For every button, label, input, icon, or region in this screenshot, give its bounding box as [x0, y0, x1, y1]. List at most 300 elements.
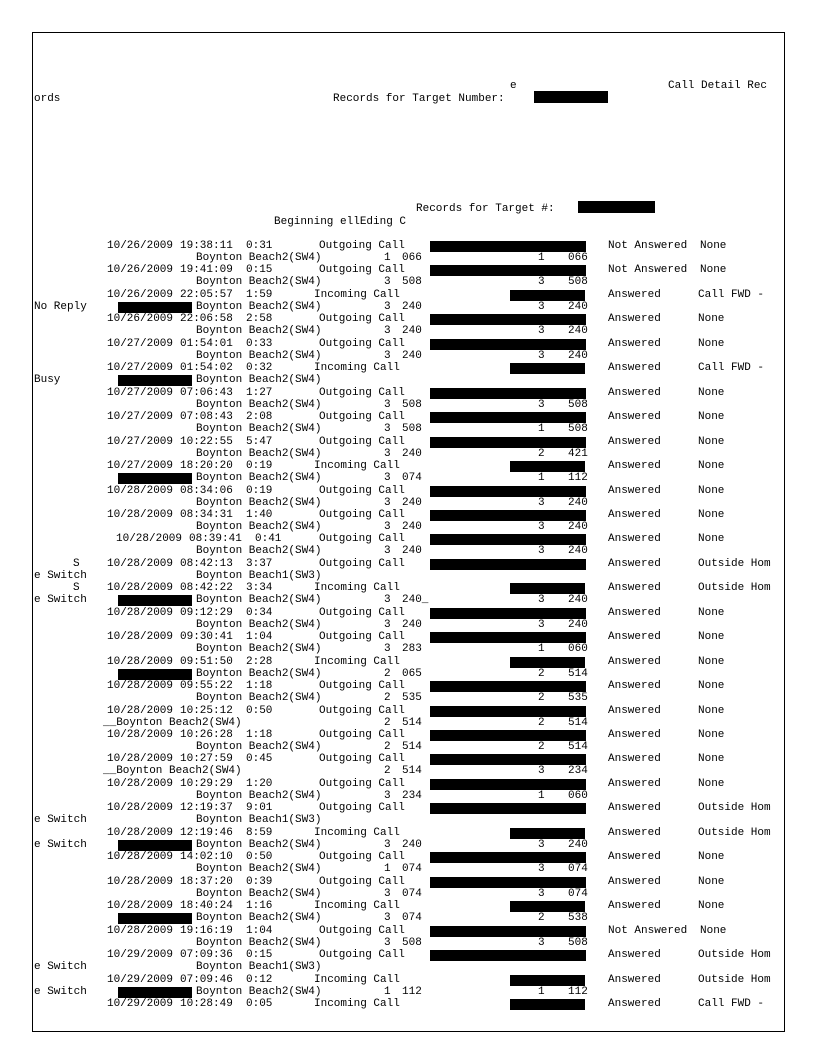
call-type: Outgoing Call [319, 753, 405, 765]
redaction-bar [118, 595, 192, 606]
call-type: Incoming Call [314, 974, 400, 986]
call-status: Answered [608, 436, 661, 448]
code-b: 240 [402, 350, 422, 362]
target-label: Records for Target #: [416, 203, 555, 215]
code-c: 1 [538, 472, 545, 484]
call-status: Answered [608, 485, 661, 497]
call-duration: 1:27 [246, 387, 273, 399]
table-row [0, 436, 816, 460]
code-d: 112 [568, 986, 588, 998]
code-a: 3 [384, 594, 391, 606]
call-time: 22:05:57 [180, 289, 233, 301]
forward-status: None [698, 705, 725, 717]
code-c: 3 [538, 594, 545, 606]
call-time: 18:20:20 [180, 460, 233, 472]
code-d: 112 [568, 472, 588, 484]
table-row [0, 876, 816, 900]
code-b: 074 [402, 912, 422, 924]
table-row [0, 362, 816, 386]
call-duration: 1:18 [246, 680, 273, 692]
call-duration: 2:28 [246, 656, 273, 668]
table-row [0, 289, 816, 313]
redaction-bar [430, 437, 586, 448]
switch-name: Boynton Beach2(SW4) [196, 521, 322, 533]
code-a: 3 [384, 301, 391, 313]
call-type: Incoming Call [314, 582, 400, 594]
code-c: 3 [538, 545, 545, 557]
call-duration: 0:50 [246, 705, 273, 717]
call-time: 10:28:49 [180, 998, 233, 1010]
switch-name: Boynton Beach2(SW4) [196, 301, 322, 313]
redaction-bar [510, 999, 585, 1010]
code-c: 3 [538, 888, 545, 900]
code-b: 535 [402, 692, 422, 704]
margin-note: e Switch [34, 814, 87, 826]
call-timestamp: 10/26/2009 [107, 240, 174, 252]
redaction-bar [430, 852, 586, 863]
code-a: 2 [384, 741, 391, 753]
call-duration: 2:58 [246, 313, 273, 325]
code-b: 240 [402, 545, 422, 557]
redaction-bar [430, 681, 586, 692]
code-c: 2 [538, 912, 545, 924]
call-type: Outgoing Call [319, 264, 405, 276]
switch-name: Boynton Beach2(SW4) [196, 643, 322, 655]
call-duration: 0:19 [246, 460, 273, 472]
code-a: 3 [384, 350, 391, 362]
switch-name: Boynton Beach2(SW4) [196, 937, 322, 949]
forward-status: None [698, 436, 725, 448]
table-row [0, 582, 816, 606]
switch-name: Boynton Beach2(SW4) [196, 325, 322, 337]
switch-name: Boynton Beach2(SW4) [196, 741, 322, 753]
redaction-bar [510, 657, 585, 668]
call-status: Answered [608, 851, 661, 863]
switch-name: Boynton Beach2(SW4) [196, 497, 322, 509]
call-status: Answered [608, 974, 661, 986]
call-timestamp: 10/28/2009 [107, 802, 174, 814]
call-duration: 0:32 [246, 362, 273, 374]
call-type: Incoming Call [314, 900, 400, 912]
code-d: 240 [568, 619, 588, 631]
switch-name: Boynton Beach1(SW3) [196, 814, 322, 826]
code-c: 3 [538, 301, 545, 313]
forward-status: None [698, 338, 725, 350]
code-c: 1 [538, 643, 545, 655]
code-c: 2 [538, 692, 545, 704]
forward-status: None [698, 778, 725, 790]
code-a: 2 [384, 692, 391, 704]
code-c: 3 [538, 863, 545, 875]
code-a: 3 [384, 399, 391, 411]
call-type: Outgoing Call [319, 338, 405, 350]
table-row [0, 411, 816, 435]
switch-name: __Boynton Beach2(SW4) [103, 717, 242, 729]
redaction-bar [430, 730, 586, 741]
forward-status: None [698, 729, 725, 741]
call-timestamp: 10/29/2009 [107, 998, 174, 1010]
forward-status: None [698, 607, 725, 619]
switch-name: Boynton Beach2(SW4) [196, 839, 322, 851]
forward-status: None [698, 387, 725, 399]
table-row [0, 680, 816, 704]
switch-name: Boynton Beach1(SW3) [196, 961, 322, 973]
call-time: 18:40:24 [180, 900, 233, 912]
code-c: 3 [538, 765, 545, 777]
redaction-bar [430, 388, 586, 399]
switch-name: Boynton Beach2(SW4) [196, 472, 322, 484]
page-title: Call Detail Rec [668, 80, 768, 92]
code-d: 508 [568, 423, 588, 435]
call-timestamp: 10/27/2009 [107, 460, 174, 472]
code-d: 066 [568, 252, 588, 264]
table-row [0, 705, 816, 729]
code-d: 240 [568, 839, 588, 851]
code-a: 3 [384, 276, 391, 288]
call-status: Not Answered [608, 264, 688, 276]
call-type: Outgoing Call [319, 485, 405, 497]
call-status: Answered [608, 802, 661, 814]
call-type: Outgoing Call [319, 387, 405, 399]
call-time: 18:37:20 [180, 876, 233, 888]
code-c: 1 [538, 423, 545, 435]
table-row [0, 827, 816, 851]
redaction-bar [118, 840, 192, 851]
call-type: Outgoing Call [319, 925, 405, 937]
call-time: 14:02:10 [180, 851, 233, 863]
call-duration: 9:01 [246, 802, 273, 814]
table-row [0, 533, 816, 557]
call-status: Answered [608, 582, 661, 594]
code-c: 2 [538, 741, 545, 753]
code-c: 3 [538, 325, 545, 337]
call-status: Answered [608, 607, 661, 619]
code-d: 514 [568, 668, 588, 680]
call-time: 07:06:43 [180, 387, 233, 399]
call-duration: 0:41 [255, 533, 282, 545]
call-duration: 0:50 [246, 851, 273, 863]
code-d: 508 [568, 937, 588, 949]
forward-status: Outside Hom [698, 802, 771, 814]
code-a: 2 [384, 717, 391, 729]
code-a: 1 [384, 863, 391, 875]
call-timestamp: 10/28/2009 [107, 582, 174, 594]
call-timestamp: 10/27/2009 [107, 338, 174, 350]
call-duration: 0:31 [246, 240, 273, 252]
column-header: Beginning ellEding C [274, 216, 407, 228]
redaction-bar [118, 987, 192, 998]
redaction-bar [510, 461, 585, 472]
code-b: 240_ [402, 594, 429, 606]
call-time: 10:22:55 [180, 436, 233, 448]
code-a: 3 [384, 790, 391, 802]
forward-status: None [698, 509, 725, 521]
code-c: 2 [538, 448, 545, 460]
code-c: 3 [538, 521, 545, 533]
forward-status: None [700, 240, 727, 252]
code-b: 514 [402, 741, 422, 753]
call-type: Outgoing Call [319, 607, 405, 619]
call-duration: 3:34 [246, 582, 273, 594]
code-b: 240 [402, 325, 422, 337]
code-a: 3 [384, 472, 391, 484]
redaction-bar [118, 669, 192, 680]
switch-name: Boynton Beach2(SW4) [196, 423, 322, 435]
call-timestamp: 10/27/2009 [107, 411, 174, 423]
code-d: 240 [568, 301, 588, 313]
redaction-bar [430, 241, 586, 252]
call-timestamp: 10/28/2009 [107, 485, 174, 497]
call-timestamp: 10/28/2009 [107, 656, 174, 668]
code-d: 240 [568, 521, 588, 533]
call-duration: 0:33 [246, 338, 273, 350]
code-a: 2 [384, 765, 391, 777]
forward-status: Outside Hom [698, 949, 771, 961]
call-time: 01:54:01 [180, 338, 233, 350]
call-status: Answered [608, 460, 661, 472]
redaction-bar [430, 803, 586, 814]
code-b: 240 [402, 521, 422, 533]
code-b: 514 [402, 717, 422, 729]
call-duration: 3:37 [246, 558, 273, 570]
table-row [0, 729, 816, 753]
margin-note: e Switch [34, 961, 87, 973]
redaction-bar [430, 877, 586, 888]
call-timestamp: 10/28/2009 [107, 753, 174, 765]
redaction-bar [430, 559, 586, 570]
call-status: Answered [608, 900, 661, 912]
call-status: Answered [608, 631, 661, 643]
forward-status: None [698, 656, 725, 668]
call-timestamp: 10/28/2009 [107, 876, 174, 888]
header-stray-char: e [510, 80, 517, 92]
forward-status: None [698, 876, 725, 888]
code-d: 060 [568, 790, 588, 802]
code-a: 1 [384, 986, 391, 998]
call-status: Answered [608, 387, 661, 399]
call-timestamp: 10/28/2009 [116, 533, 183, 545]
call-time: 10:27:59 [180, 753, 233, 765]
table-row [0, 974, 816, 998]
switch-name: Boynton Beach2(SW4) [196, 276, 322, 288]
call-status: Answered [608, 338, 661, 350]
call-time: 08:34:06 [180, 485, 233, 497]
code-d: 234 [568, 765, 588, 777]
call-status: Answered [608, 656, 661, 668]
forward-status: Call FWD - [698, 362, 765, 374]
table-row [0, 949, 816, 973]
call-duration: 1:16 [246, 900, 273, 912]
table-row [0, 607, 816, 631]
redaction-bar [510, 975, 585, 986]
forward-status: None [700, 264, 727, 276]
code-d: 240 [568, 594, 588, 606]
switch-name: Boynton Beach2(SW4) [196, 619, 322, 631]
code-a: 3 [384, 448, 391, 460]
table-row [0, 509, 816, 533]
redaction-bar [510, 290, 585, 301]
code-d: 514 [568, 741, 588, 753]
switch-name: Boynton Beach2(SW4) [196, 374, 322, 386]
switch-name: Boynton Beach2(SW4) [196, 399, 322, 411]
code-a: 3 [384, 545, 391, 557]
redaction-bar [430, 706, 586, 717]
forward-status: None [698, 411, 725, 423]
redaction-bar [430, 534, 586, 545]
forward-status: None [698, 533, 725, 545]
switch-name: Boynton Beach2(SW4) [196, 986, 322, 998]
code-d: 074 [568, 888, 588, 900]
call-timestamp: 10/28/2009 [107, 851, 174, 863]
code-c: 3 [538, 497, 545, 509]
table-row [0, 338, 816, 362]
forward-status: None [698, 851, 725, 863]
code-b: 514 [402, 765, 422, 777]
forward-status: None [698, 313, 725, 325]
call-duration: 1:18 [246, 729, 273, 741]
switch-name: Boynton Beach2(SW4) [196, 252, 322, 264]
code-a: 3 [384, 521, 391, 533]
code-b: 074 [402, 888, 422, 900]
table-row [0, 485, 816, 509]
switch-name: Boynton Beach2(SW4) [196, 545, 322, 557]
code-b: 074 [402, 472, 422, 484]
call-duration: 0:39 [246, 876, 273, 888]
code-d: 060 [568, 643, 588, 655]
page-title-continued: ords [34, 93, 61, 105]
call-timestamp: 10/28/2009 [107, 925, 174, 937]
call-type: Incoming Call [314, 656, 400, 668]
table-row [0, 753, 816, 777]
switch-name: Boynton Beach2(SW4) [196, 790, 322, 802]
forward-status: None [698, 753, 725, 765]
redaction-bar [510, 901, 585, 912]
table-row [0, 558, 816, 582]
table-row [0, 264, 816, 288]
call-status: Answered [608, 949, 661, 961]
call-type: Incoming Call [314, 362, 400, 374]
call-duration: 1:04 [246, 631, 273, 643]
code-b: 065 [402, 668, 422, 680]
margin-note: S [73, 558, 80, 570]
code-b: 074 [402, 863, 422, 875]
code-a: 3 [384, 619, 391, 631]
redaction-bar [430, 314, 586, 325]
redaction-bar [430, 412, 586, 423]
call-type: Outgoing Call [319, 876, 405, 888]
call-time: 09:30:41 [180, 631, 233, 643]
call-status: Answered [608, 362, 661, 374]
code-c: 3 [538, 839, 545, 851]
code-c: 2 [538, 668, 545, 680]
redaction-bar [510, 583, 585, 594]
code-b: 234 [402, 790, 422, 802]
code-a: 3 [384, 423, 391, 435]
call-type: Outgoing Call [319, 949, 405, 961]
call-duration: 0:15 [246, 264, 273, 276]
code-b: 066 [402, 252, 422, 264]
code-c: 2 [538, 717, 545, 729]
call-type: Outgoing Call [319, 729, 405, 741]
forward-status: Outside Hom [698, 582, 771, 594]
forward-status: Outside Hom [698, 827, 771, 839]
call-type: Incoming Call [314, 460, 400, 472]
call-type: Outgoing Call [319, 778, 405, 790]
call-type: Outgoing Call [319, 705, 405, 717]
call-time: 09:55:22 [180, 680, 233, 692]
call-status: Answered [608, 680, 661, 692]
margin-note: S [73, 582, 80, 594]
code-d: 535 [568, 692, 588, 704]
target-number-label: Records for Target Number: [333, 93, 505, 105]
call-type: Incoming Call [314, 289, 400, 301]
call-time: 08:42:22 [180, 582, 233, 594]
forward-status: None [698, 460, 725, 472]
call-time: 07:08:43 [180, 411, 233, 423]
table-row [0, 900, 816, 924]
table-row [0, 802, 816, 826]
code-a: 1 [384, 252, 391, 264]
forward-status: Outside Hom [698, 974, 771, 986]
call-type: Outgoing Call [319, 240, 405, 252]
code-a: 3 [384, 497, 391, 509]
forward-status: None [698, 485, 725, 497]
redaction-bar [430, 779, 586, 790]
call-time: 19:38:11 [180, 240, 233, 252]
call-duration: 1:04 [246, 925, 273, 937]
call-time: 09:12:29 [180, 607, 233, 619]
code-a: 3 [384, 839, 391, 851]
redaction-bar [118, 375, 192, 386]
call-timestamp: 10/28/2009 [107, 631, 174, 643]
redaction-bar [430, 926, 586, 937]
redaction-bar [430, 265, 586, 276]
code-b: 508 [402, 399, 422, 411]
call-duration: 0:12 [246, 974, 273, 986]
code-d: 538 [568, 912, 588, 924]
code-b: 283 [402, 643, 422, 655]
margin-note: e Switch [34, 986, 87, 998]
table-row [0, 656, 816, 680]
call-duration: 2:08 [246, 411, 273, 423]
redaction-bar [578, 201, 655, 213]
code-b: 508 [402, 937, 422, 949]
call-status: Answered [608, 705, 661, 717]
redaction-bar [118, 913, 192, 924]
table-row [0, 313, 816, 337]
call-type: Outgoing Call [319, 411, 405, 423]
call-timestamp: 10/29/2009 [107, 949, 174, 961]
switch-name: __Boynton Beach2(SW4) [103, 765, 242, 777]
call-time: 08:34:31 [180, 509, 233, 521]
call-duration: 1:59 [246, 289, 273, 301]
code-a: 3 [384, 912, 391, 924]
call-status: Answered [608, 289, 661, 301]
code-d: 240 [568, 325, 588, 337]
code-c: 3 [538, 619, 545, 631]
redaction-bar [430, 608, 586, 619]
code-c: 3 [538, 276, 545, 288]
call-timestamp: 10/28/2009 [107, 705, 174, 717]
call-type: Incoming Call [314, 998, 400, 1010]
redaction-bar [430, 510, 586, 521]
call-type: Outgoing Call [319, 851, 405, 863]
call-type: Outgoing Call [319, 802, 405, 814]
margin-note: e Switch [34, 570, 87, 582]
call-type: Outgoing Call [319, 313, 405, 325]
call-timestamp: 10/26/2009 [107, 313, 174, 325]
call-duration: 5:47 [246, 436, 273, 448]
